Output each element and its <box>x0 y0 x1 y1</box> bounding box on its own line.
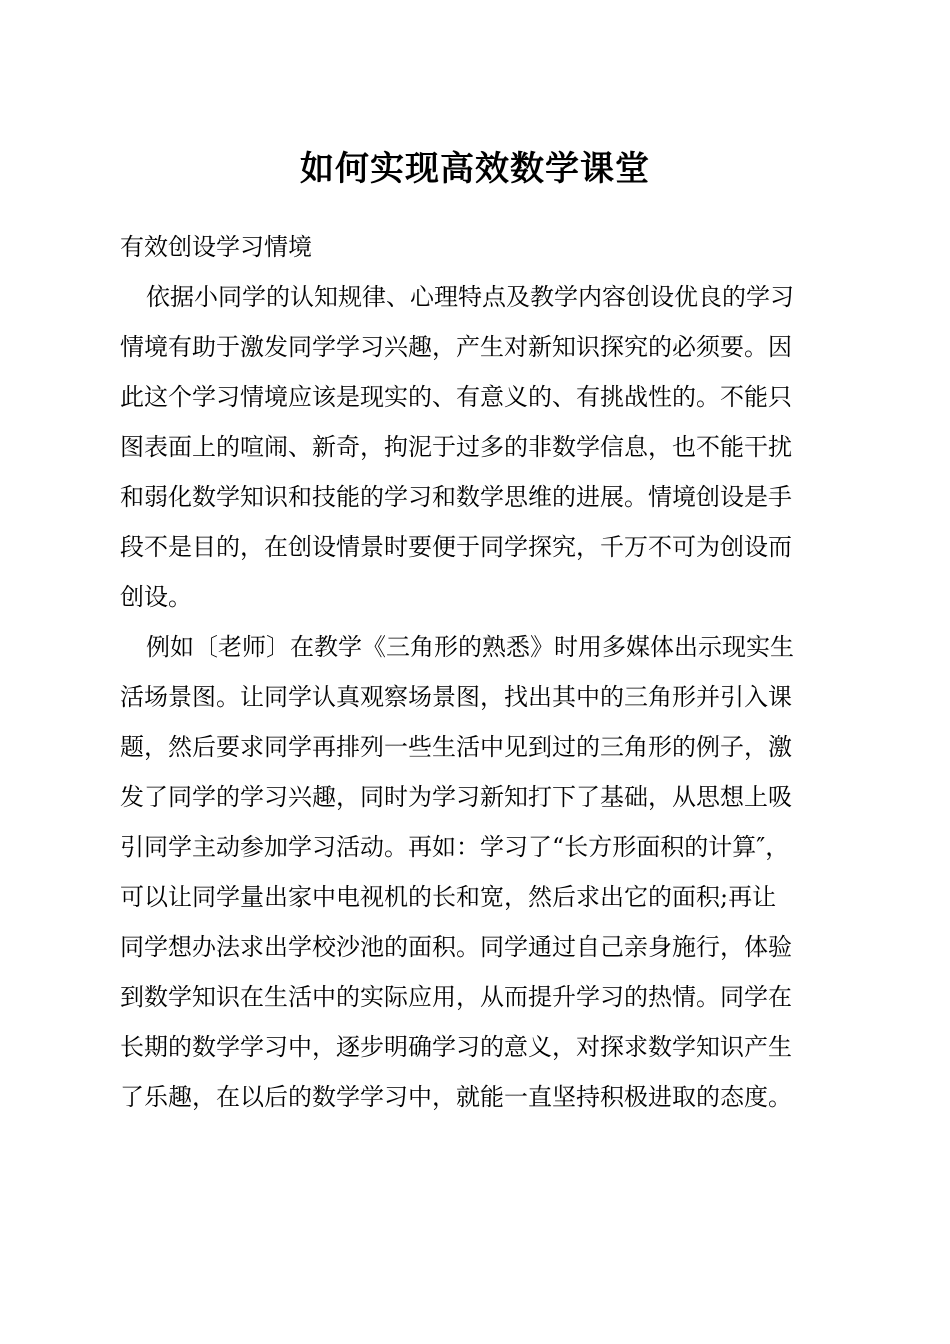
paragraph-line: 此这个学习情境应该是现实的、有意义的、有挑战性的。不能只 <box>120 383 792 411</box>
paragraph-line: 到数学知识在生活中的实际应用，从而提升学习的热情。同学在 <box>120 983 792 1011</box>
paragraph-line: 引同学主动参加学习活动。再如：学习了“长方形面积的计算″， <box>120 833 790 861</box>
paragraph-line: 活场景图。让同学认真观察场景图，找出其中的三角形并引入课 <box>120 683 792 711</box>
paragraph-line: 可以让同学量出家中电视机的长和宽，然后求出它的面积;再让 <box>120 883 777 911</box>
paragraph-line: 情境有助于激发同学学习兴趣，产生对新知识探究的必须要。因 <box>120 333 792 361</box>
paragraph-line: 了乐趣，在以后的数学学习中，就能一直坚持积极进取的态度。 <box>120 1083 792 1111</box>
paragraph-line: 例如〔老师〕在教学《三角形的熟悉》时用多媒体出示现实生 <box>146 633 794 661</box>
paragraph-line: 长期的数学学习中，逐步明确学习的意义，对探求数学知识产生 <box>120 1033 792 1061</box>
document-body <box>120 222 840 1122</box>
paragraph-line: 创设。 <box>120 583 192 611</box>
paragraph-line: 依据小同学的认知规律、心理特点及教学内容创设优良的学习 <box>146 283 794 311</box>
paragraph-line: 同学想办法求出学校沙池的面积。同学通过自己亲身施行，体验 <box>120 933 792 961</box>
paragraph-line: 发了同学的学习兴趣，同时为学习新知打下了基础，从思想上吸 <box>120 783 792 811</box>
section-heading: 有效创设学习情境 <box>120 233 312 261</box>
paragraph-line: 题，然后要求同学再排列一些生活中见到过的三角形的例子，激 <box>120 733 792 761</box>
paragraph-line: 段不是目的，在创设情景时要便于同学探究，千万不可为创设而 <box>120 533 792 561</box>
paragraph-line: 图表面上的喧闹、新奇，拘泥于过多的非数学信息，也不能干扰 <box>120 433 792 461</box>
paragraph-line: 和弱化数学知识和技能的学习和数学思维的进展。情境创设是手 <box>120 483 792 511</box>
page-title: 如何实现高效数学课堂 <box>300 149 650 189</box>
